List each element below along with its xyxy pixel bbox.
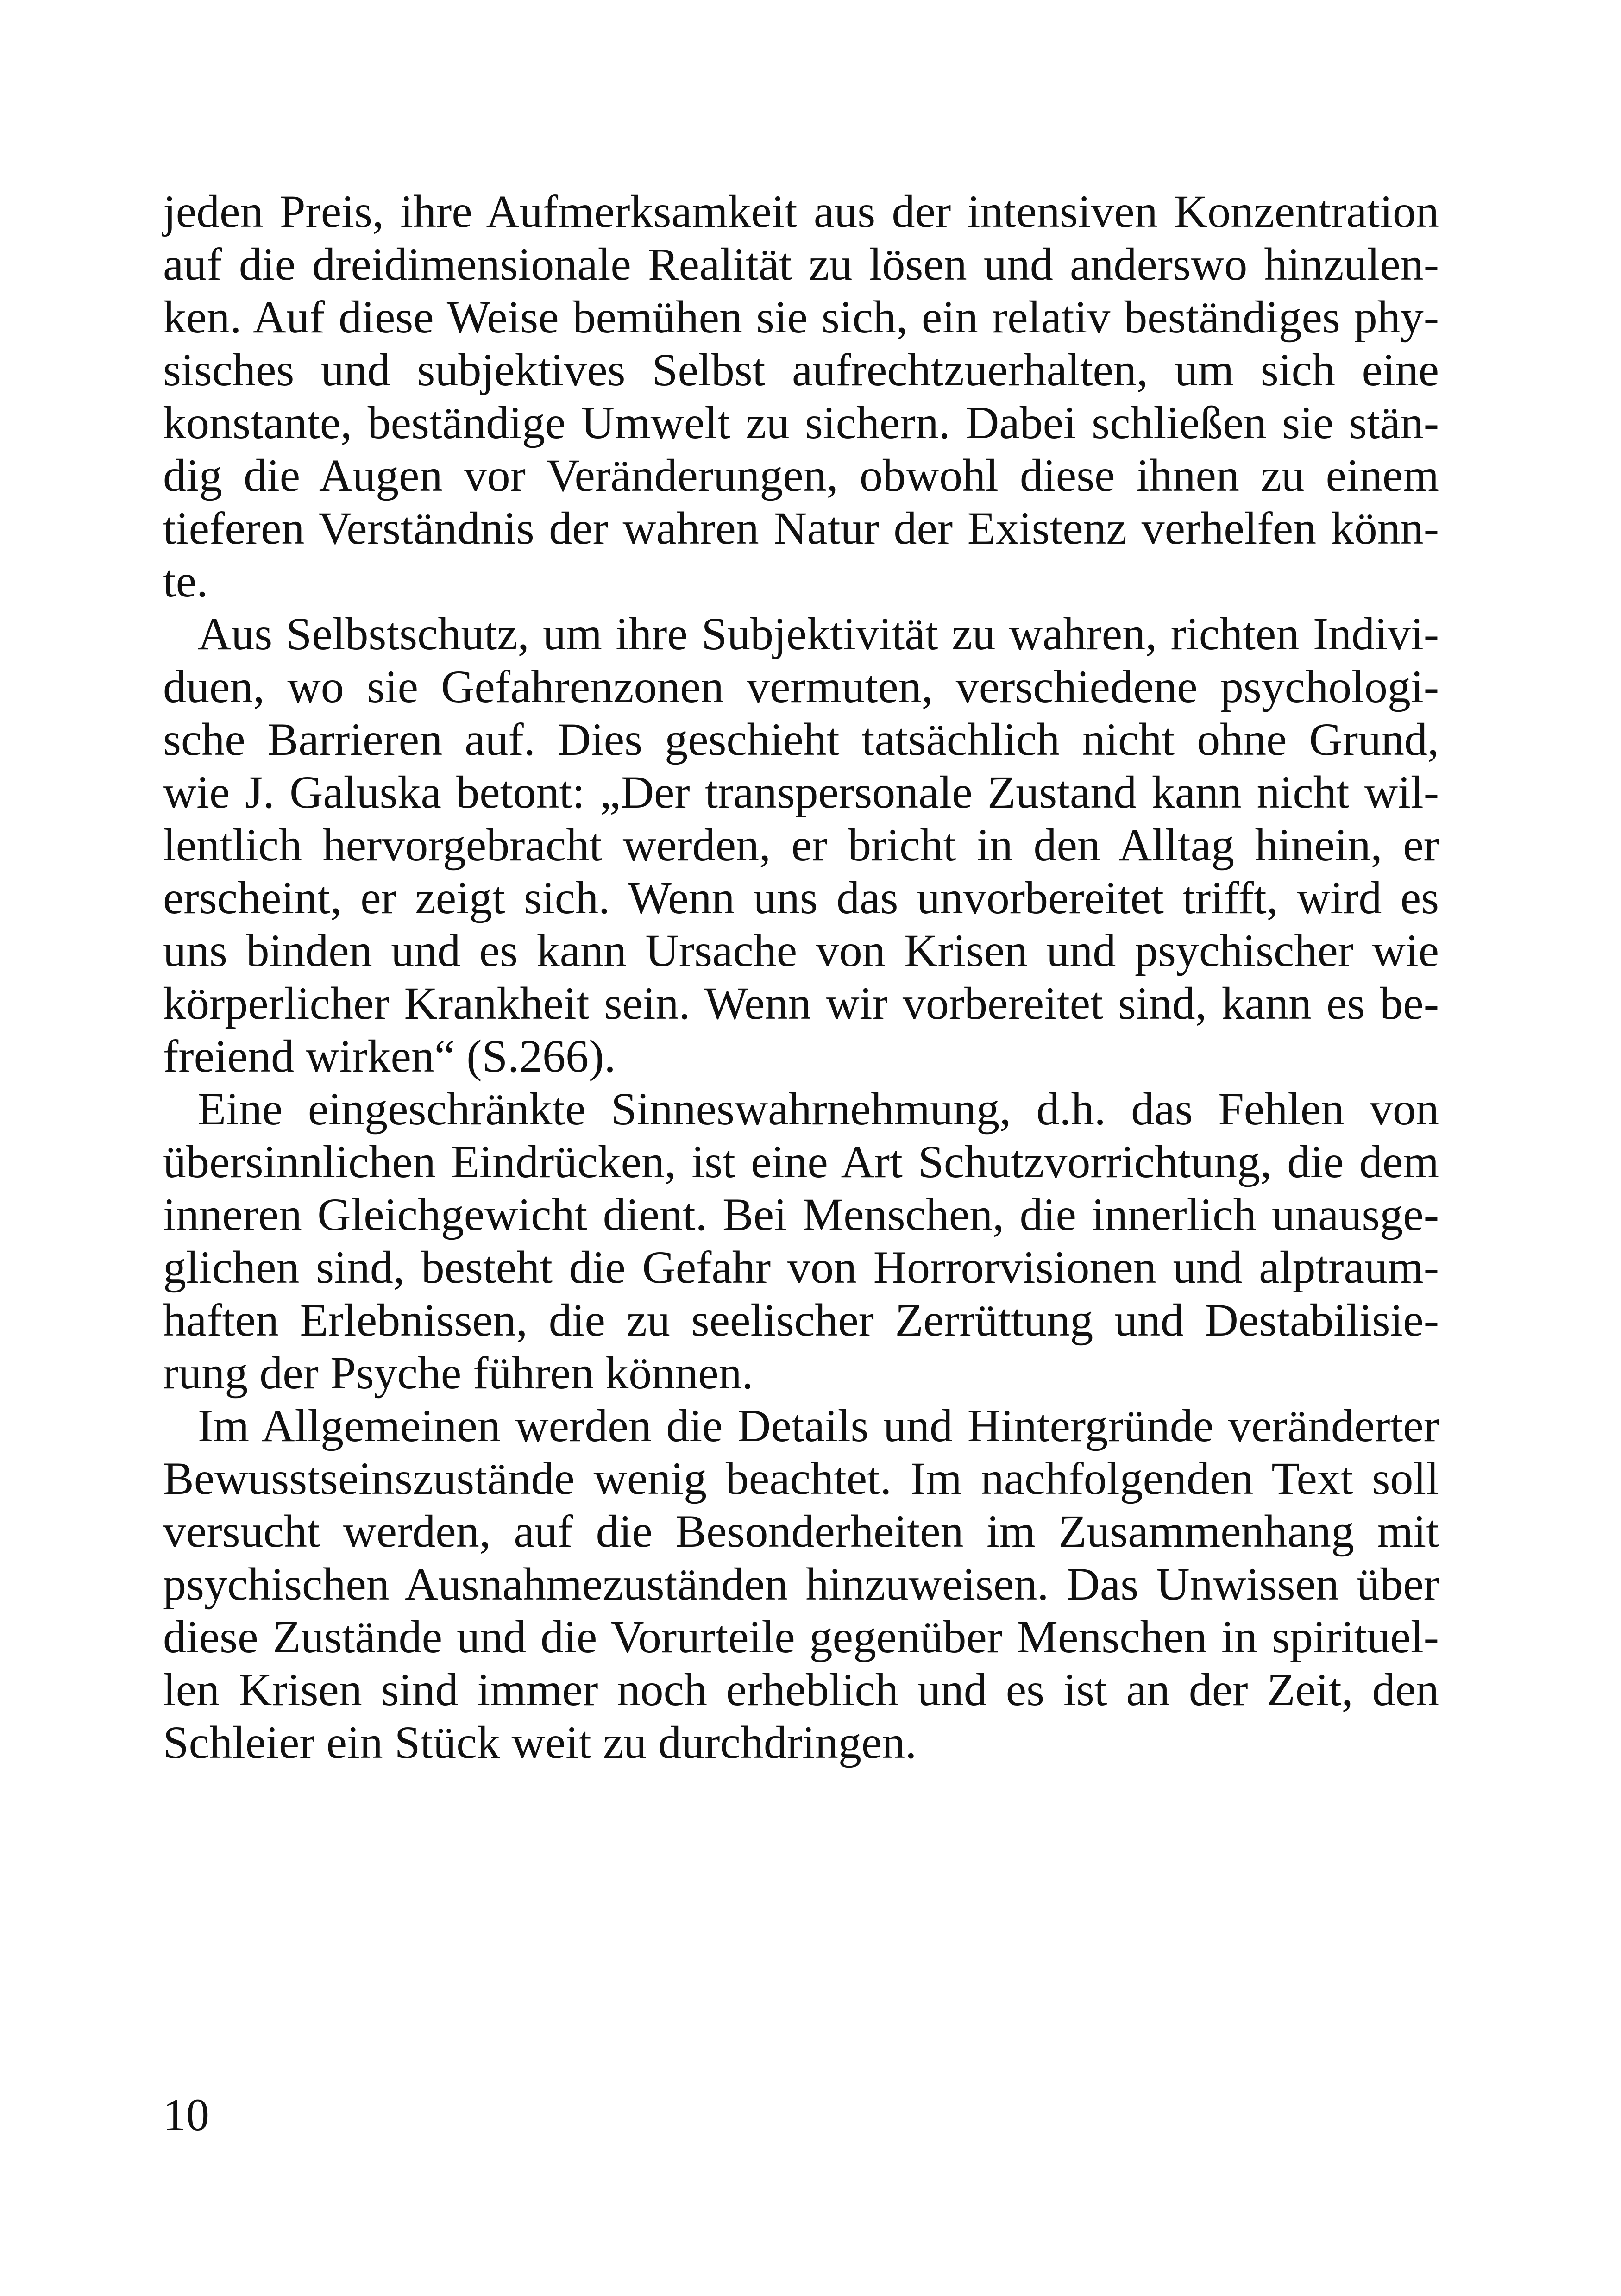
text-line: dig die Augen vor Veränderungen, obwohl diese ihnen zu einem <box>163 450 1439 501</box>
text-line: te. <box>163 555 208 607</box>
text-line: körperlicher Krankheit sein. Wenn wir vorbereitet sind, kann es be- <box>163 978 1439 1029</box>
paragraph-3 <box>163 1083 1439 1399</box>
text-line: auf die dreidimensionale Realität zu lösen und anderswo hinzulen- <box>163 238 1439 290</box>
text-line: Bewusstseinszustände wenig beachtet. Im nachfolgenden Text soll <box>163 1453 1439 1504</box>
text-line: wie J. Galuska betont: „Der transpersonale Zustand kann nicht wil- <box>163 766 1439 818</box>
text-line: duen, wo sie Gefahrenzonen vermuten, verschiedene psychologi- <box>163 661 1439 712</box>
text-line: Im Allgemeinen werden die Details und Hintergründe veränderter <box>198 1400 1439 1451</box>
paragraph-2 <box>163 608 1439 1083</box>
text-line: haften Erlebnissen, die zu seelischer Zerrüttung und Destabilisie- <box>163 1294 1439 1346</box>
text-line: jeden Preis, ihre Aufmerksamkeit aus der intensiven Konzentration <box>163 186 1439 237</box>
text-line: sisches und subjektives Selbst aufrechtzuerhalten, um sich eine <box>163 344 1439 395</box>
text-line: inneren Gleichgewicht dient. Bei Menschen, die innerlich unausge- <box>163 1189 1439 1240</box>
text-line: len Krisen sind immer noch erheblich und es ist an der Zeit, den <box>163 1664 1439 1715</box>
text-line: uns binden und es kann Ursache von Krisen und psychischer wie <box>163 925 1439 976</box>
text-line: sche Barrieren auf. Dies geschieht tatsächlich nicht ohne Grund, <box>163 714 1439 765</box>
page-number: 10 <box>163 2089 209 2140</box>
text-line: konstante, beständige Umwelt zu sichern. Dabei schließen sie stän- <box>163 397 1439 448</box>
paragraph-1 <box>163 185 1439 608</box>
text-line: glichen sind, besteht die Gefahr von Horrorvisionen und alptraum- <box>163 1242 1439 1293</box>
text-line: diese Zustände und die Vorurteile gegenüber Menschen in spirituel- <box>163 1611 1439 1662</box>
text-line: ken. Auf diese Weise bemühen sie sich, ein relativ beständiges phy- <box>163 291 1439 343</box>
text-line: Aus Selbstschutz, um ihre Subjektivität zu wahren, richten Indivi- <box>198 608 1439 659</box>
text-line: rung der Psyche führen können. <box>163 1347 754 1399</box>
text-line: psychischen Ausnahmezuständen hinzuweisen. Das Unwissen über <box>163 1558 1439 1610</box>
text-line: Schleier ein Stück weit zu durchdringen. <box>163 1717 917 1768</box>
text-line: tieferen Verständnis der wahren Natur der Existenz verhelfen könn- <box>163 502 1439 554</box>
text-line: übersinnlichen Eindrücken, ist eine Art Schutzvorrichtung, die dem <box>163 1136 1439 1187</box>
text-line: Eine eingeschränkte Sinneswahrnehmung, d.h. das Fehlen von <box>198 1083 1439 1135</box>
text-line: lentlich hervorgebracht werden, er bricht in den Alltag hinein, er <box>163 819 1439 871</box>
body-text <box>163 185 1439 1769</box>
paragraph-4 <box>163 1399 1439 1769</box>
text-line: erscheint, er zeigt sich. Wenn uns das unvorbereitet trifft, wird es <box>163 872 1439 923</box>
text-line: versucht werden, auf die Besonderheiten im Zusammenhang mit <box>163 1506 1439 1557</box>
text-line: freiend wirken“ (S.266). <box>163 1030 616 1082</box>
